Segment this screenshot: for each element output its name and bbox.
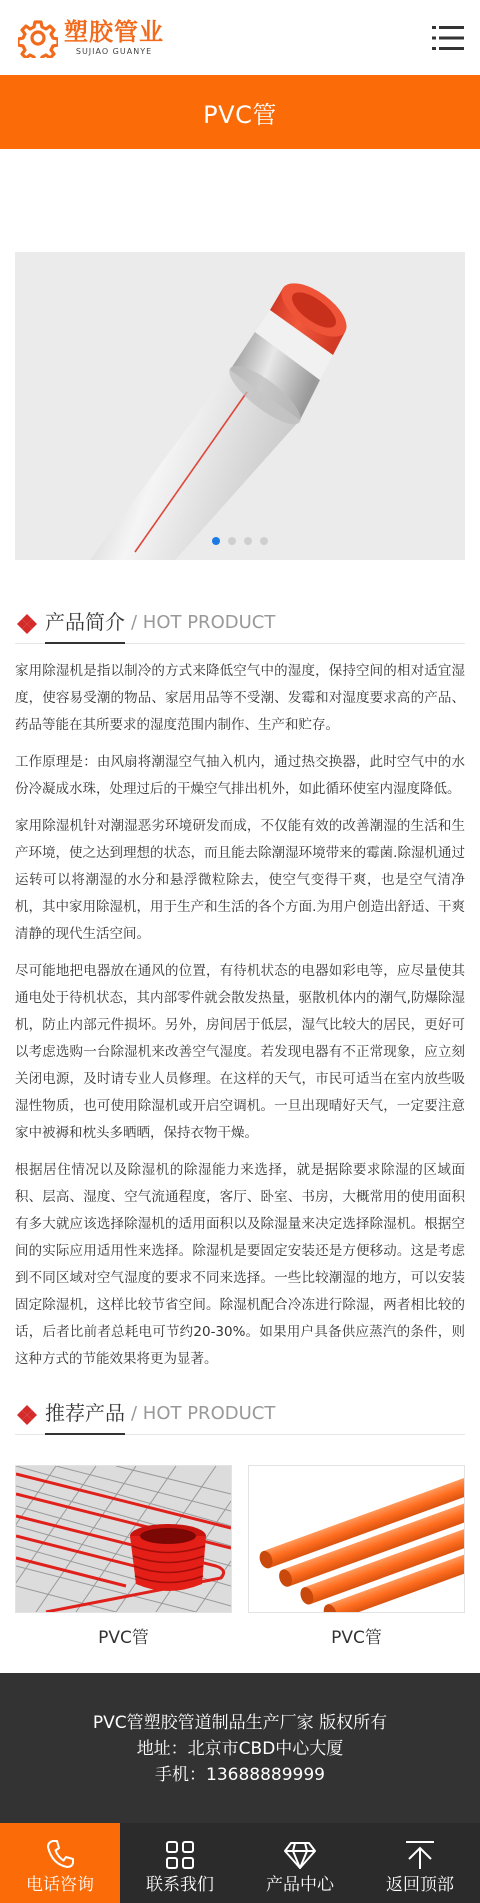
product-card[interactable] [15,1465,232,1649]
site-footer [0,1673,480,1823]
carousel-dot[interactable] [212,537,220,545]
diamond-cluster-icon [15,612,39,636]
intro-paragraph: 尽可能地把电器放在通风的位置，有待机状态的电器如彩电等，应尽量使其通电处于待机状态，其内部零件就会散发热量，驱散机体内的潮气,防爆除湿机，防止内部元件损坏。另外，房间居于低层，湿气比较大的居民，更好可以考虑选购一台除湿机来改善空气湿度。若发现电器有不正常现象，应立刻关闭电源，及时请专业人员修理。在这样的天气，市民可适当在室内放些吸湿性物质，也可使用除湿机或开启空调机。一旦出现晴好天气，一定要注意家中被褥和枕头多晒晒，保持衣物干燥。 [15,963,465,1141]
intro-paragraph: 根据居住情况以及除湿机的除湿能力来选择，就是据除要求除湿的区域面积、层高、湿度、空气流通程度，客厅、卧室、书房，大概常用的使用面积有多大就应该选择除湿机的适用面积以及除湿量来决定选择除湿机。根据空间的实际应用适用性来选择。除湿机是要固定安装还是方便移动。这是考虑到不同区域对空气湿度的要求不同来选择。一些比较潮湿的地方，可以安装固定除湿机，这样比较节省空间。除湿机配合冷冻进行除湿，两者相比较的话，后者比前者总耗电可节约20-30%。如果用户具备供应蒸汽的条件，则这种方式的节能效果将更为显著。 [15,1162,465,1367]
nav-label: 联系我们 [146,1875,214,1895]
nav-label: 电话咨询 [26,1875,94,1895]
recommend-section-title: 推荐产品 [45,1399,125,1435]
footer-phone[interactable]: 手机：13688889999 [155,1765,325,1785]
nav-back-to-top[interactable] [360,1823,480,1903]
product-image[interactable] [15,1465,232,1613]
carousel-dot[interactable] [244,537,252,545]
carousel-dot[interactable] [228,537,236,545]
intro-text [0,644,480,1373]
intro-paragraph: 家用除湿机针对潮湿恶劣环境研发而成，不仅能有效的改善潮湿的生活和生产环境，使之达到理想的状态，而且能去除潮湿环境带来的霉菌.除湿机通过运转可以将潮湿的水分和悬浮微粒除去，使空气变得干爽，也是空气清净机，其中家用除湿机，用于生产和生活的各个方面.为用户创造出舒适、干爽清静的现代生活空间。 [15,818,465,942]
bottom-nav [0,1823,480,1903]
menu-button[interactable] [430,20,466,56]
orange-pipes-image [249,1466,464,1612]
phone-icon [45,1838,75,1870]
intro-section-heading [15,600,465,644]
site-header [0,0,480,75]
nav-phone-consult[interactable] [0,1823,120,1903]
product-carousel[interactable] [15,252,465,560]
footer-copyright: PVC管塑胶管道制品生产厂家 版权所有 [92,1713,388,1733]
intro-section-title: 产品简介 [45,608,125,644]
page-title-bar [0,75,480,149]
recommend-section-subtitle: / HOT PRODUCT [131,1403,276,1424]
product-card[interactable] [248,1465,465,1649]
logo-chinese-text: 塑胶管业 [64,18,164,46]
nav-label: 产品中心 [266,1875,334,1895]
product-image[interactable] [248,1465,465,1613]
intro-section-subtitle: / HOT PRODUCT [131,612,276,633]
nav-label: 返回顶部 [386,1875,454,1895]
nav-product-center[interactable] [240,1823,360,1903]
footer-address: 地址：北京市CBD中心大厦 [136,1739,344,1759]
intro-paragraph: 工作原理是：由风扇将潮湿空气抽入机内，通过热交换器，此时空气中的水份冷凝成水珠，处理过后的干燥空气排出机外，如此循环使室内湿度降低。 [15,754,465,797]
menu-icon [432,25,464,51]
product-name[interactable]: PVC管 [331,1628,382,1648]
recommend-section-heading [15,1391,465,1435]
red-pipe-coil-image [16,1466,231,1612]
page-title: PVC管 [203,100,277,129]
nav-contact-us[interactable] [120,1823,240,1903]
product-list [0,1435,480,1649]
logo-english-text: SUJIAO GUANYE [75,47,153,56]
diamond-cluster-icon [15,1403,39,1427]
carousel-indicators [15,537,465,545]
intro-paragraph: 家用除湿机是指以制冷的方式来降低空气中的湿度，保持空间的相对适宜湿度，使容易受潮的物品、家居用品等不受潮、发霉和对湿度要求高的产品、药品等能在其所要求的湿度范围内制作、生产和贮存。 [15,663,465,733]
product-name[interactable]: PVC管 [98,1628,149,1648]
logo[interactable] [18,18,164,58]
gear-logo-icon [18,18,58,58]
carousel-dot[interactable] [260,537,268,545]
carousel-pipe-image [15,252,465,560]
